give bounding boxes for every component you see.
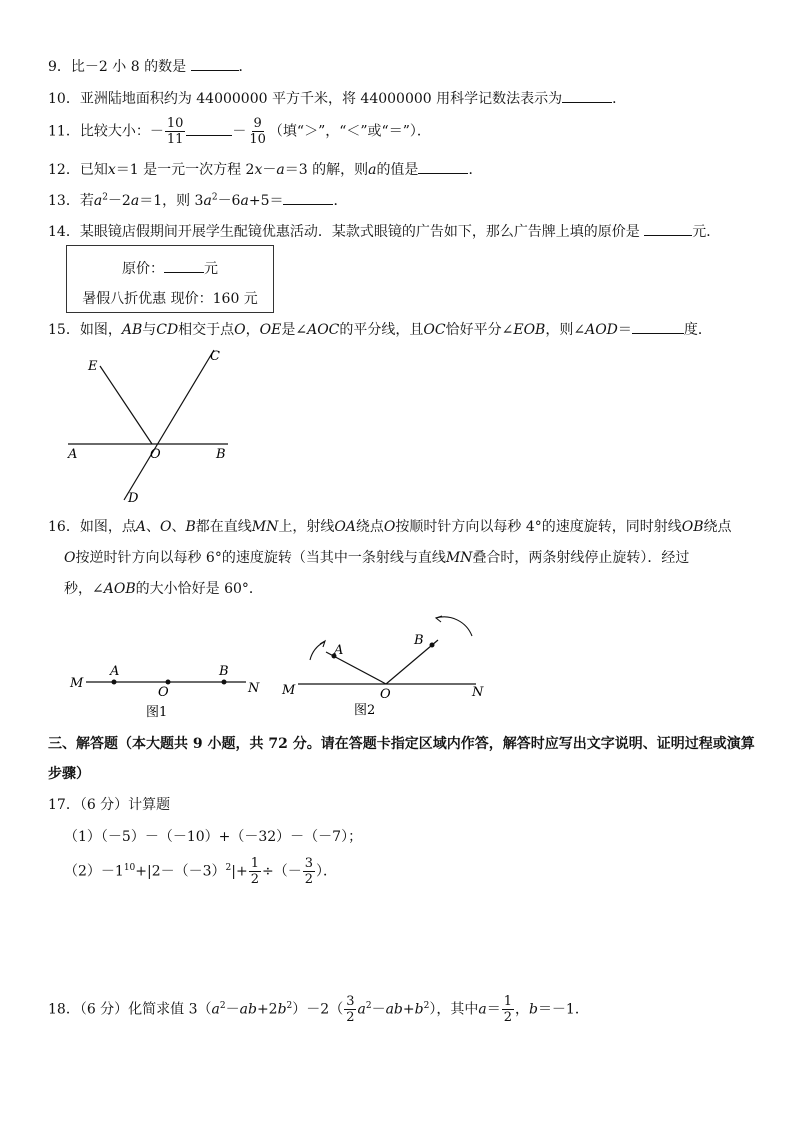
exponent: 2 xyxy=(225,862,232,873)
variable: ab xyxy=(385,1001,403,1018)
exponent: 2 xyxy=(365,1000,372,1011)
variable: b xyxy=(414,1001,424,1018)
variable: a xyxy=(93,193,103,209)
arrowhead-a xyxy=(320,641,325,647)
rotation-arc-a xyxy=(310,642,324,660)
question-10 xyxy=(48,88,626,108)
text: 13．若 xyxy=(48,193,94,209)
text: ＝ xyxy=(486,1001,501,1018)
text: ＝－1． xyxy=(537,1001,589,1018)
text: 相交于点 xyxy=(178,322,235,338)
text: 按顺时针方向以每秒 4°的速度旋转，同时射线 xyxy=(395,519,682,535)
text: 与 xyxy=(142,322,157,338)
text: 元． xyxy=(692,224,721,240)
text: 、 xyxy=(145,519,160,535)
text: 是∠ xyxy=(281,322,308,338)
fraction-numerator: 1 xyxy=(250,856,260,871)
label-o: O xyxy=(158,685,169,700)
text: 按逆时针方向以每秒 6°的速度旋转（当其中一条射线与直线 xyxy=(75,550,446,566)
variable: CD xyxy=(156,322,179,338)
text: 恰好平分∠ xyxy=(445,322,514,338)
label-b: B xyxy=(414,633,424,648)
label-b: B xyxy=(216,447,226,462)
text: +|2－（－3） xyxy=(135,863,226,880)
text: ， xyxy=(245,322,260,338)
ad-current-price: 暑假八折优惠 现价：160 元 xyxy=(82,291,258,307)
fraction xyxy=(165,116,186,147)
fraction-numerator: 3 xyxy=(346,994,355,1009)
question-10-tail: ． xyxy=(612,91,627,107)
label-b: B xyxy=(219,664,229,679)
line-cd xyxy=(124,350,214,500)
variable: AOD xyxy=(585,322,618,338)
text: 的大小恰好是 60°． xyxy=(135,581,263,597)
ad-original-price xyxy=(67,258,273,278)
text: ． xyxy=(468,162,483,178)
variable: MN xyxy=(445,550,473,566)
text: 都在直线 xyxy=(195,519,252,535)
variable: OA xyxy=(334,519,356,535)
question-13 xyxy=(48,190,347,210)
text: （2）－1 xyxy=(64,863,124,880)
variable: OE xyxy=(259,322,282,338)
variable: EOB xyxy=(513,322,546,338)
text: +2 xyxy=(256,1001,278,1018)
text: ，则∠ xyxy=(545,322,586,338)
question-11 xyxy=(48,116,431,147)
fraction xyxy=(249,856,261,887)
variable: A xyxy=(135,519,146,535)
figure-caption: 图1 xyxy=(146,705,168,720)
text: 16．如图，点 xyxy=(48,519,136,535)
text: ＝1 是一元一次方程 2 xyxy=(115,162,255,178)
fraction xyxy=(303,856,315,887)
question-16-line-3 xyxy=(64,580,263,598)
fraction-numerator: 3 xyxy=(304,856,314,871)
exponent: 2 xyxy=(423,1000,430,1011)
text: ＝3 的解，则 xyxy=(284,162,369,178)
variable: ab xyxy=(239,1001,257,1018)
figure-caption: 图2 xyxy=(354,703,376,718)
text: 度． xyxy=(683,322,712,338)
variable: x xyxy=(254,162,263,178)
minus-sign: － xyxy=(149,123,164,140)
variable: O xyxy=(64,550,76,566)
label-o: O xyxy=(150,447,161,462)
answer-blank xyxy=(644,221,692,236)
fraction xyxy=(502,994,514,1025)
question-11-lead: 11．比较大小： xyxy=(48,123,150,140)
answer-blank xyxy=(562,88,612,103)
fraction-numerator: 10 xyxy=(166,116,184,131)
variable: a xyxy=(276,162,285,178)
question-10-text: 10．亚洲陆地面积约为 44000000 平方千米，将 44000000 用科学记数法表示为 xyxy=(48,91,563,107)
figure-16-1 xyxy=(64,660,264,720)
point-a xyxy=(112,680,117,685)
question-15 xyxy=(48,319,712,339)
question-18 xyxy=(48,994,589,1025)
variable: b xyxy=(277,1001,287,1018)
variable: AOC xyxy=(307,322,340,338)
variable: B xyxy=(185,519,196,535)
section-3-heading: 三、解答题（本大题共 9 小题，共 72 分。请在答题卡指定区域内作答，解答时应写出文字说明、证明过程或演算 xyxy=(48,736,755,752)
answer-blank xyxy=(191,56,239,71)
text: 的值是 xyxy=(376,162,419,178)
answer-blank xyxy=(283,190,333,205)
question-11-note: （填“＞”，“＜”或“＝”）． xyxy=(268,123,431,140)
variable: a xyxy=(130,193,140,209)
answer-blank xyxy=(186,121,232,136)
text: － xyxy=(371,1001,386,1018)
answer-blank xyxy=(418,159,468,174)
fraction-denominator: 2 xyxy=(503,1010,512,1025)
label-d: D xyxy=(128,491,139,506)
question-17-part-1: （1）（－5）－（－10）+（－32）－（－7）； xyxy=(64,829,363,845)
fraction-denominator: 2 xyxy=(250,872,260,887)
text: 、 xyxy=(171,519,186,535)
text: ），其中 xyxy=(429,1001,479,1018)
fraction-numerator: 1 xyxy=(503,994,512,1009)
text: ． xyxy=(333,193,348,209)
text: － xyxy=(225,1001,240,1018)
exponent: 2 xyxy=(286,1000,293,1011)
variable: a xyxy=(357,1001,366,1018)
question-9 xyxy=(48,56,253,76)
text: 原价： xyxy=(122,261,164,277)
fraction-numerator: 9 xyxy=(253,116,262,131)
exponent: 10 xyxy=(123,862,136,873)
question-17-part-2 xyxy=(64,856,337,887)
text: ， xyxy=(514,1001,529,1018)
variable: O xyxy=(234,322,246,338)
text: 18．（6 分）化简求值 3（ xyxy=(48,1001,212,1018)
label-m: M xyxy=(70,676,84,691)
text: ÷（－ xyxy=(262,863,302,880)
point-b xyxy=(222,680,227,685)
section-3-heading-cont: 步骤） xyxy=(48,766,90,782)
variable: O xyxy=(383,519,396,535)
variable: b xyxy=(528,1001,538,1018)
text: －2 xyxy=(107,193,131,209)
variable: AB xyxy=(121,322,143,338)
text: 元 xyxy=(204,261,218,277)
variable: OB xyxy=(681,519,704,535)
text: +5＝ xyxy=(248,193,284,209)
label-o: O xyxy=(380,687,391,702)
fraction-denominator: 2 xyxy=(346,1010,355,1025)
text: + xyxy=(402,1001,415,1018)
label-e: E xyxy=(88,359,98,374)
label-a: A xyxy=(110,664,120,679)
fraction xyxy=(247,116,268,147)
text: 秒，∠ xyxy=(64,581,104,597)
variable: x xyxy=(107,162,116,178)
exponent: 2 xyxy=(219,1000,226,1011)
label-c: C xyxy=(210,349,220,364)
question-12 xyxy=(48,159,482,179)
text: ＝1，则 3 xyxy=(139,193,204,209)
text: 绕点 xyxy=(703,519,732,535)
text: 绕点 xyxy=(355,519,384,535)
answer-blank xyxy=(164,258,204,273)
variable: a xyxy=(203,193,212,209)
label-n: N xyxy=(472,685,484,700)
text: 叠合时，两条射线停止旋转）．经过 xyxy=(472,550,690,566)
exponent: 2 xyxy=(102,192,108,203)
point-o xyxy=(166,680,171,685)
text: ）． xyxy=(316,863,338,880)
fraction-denominator: 11 xyxy=(166,132,184,147)
text: － xyxy=(262,162,277,178)
fraction-denominator: 10 xyxy=(249,132,266,147)
text: 上，射线 xyxy=(278,519,335,535)
figure-16-2 xyxy=(276,614,506,720)
ray-oe xyxy=(100,366,152,444)
fraction xyxy=(344,994,356,1025)
variable: AOB xyxy=(103,581,136,597)
variable: OC xyxy=(423,322,446,338)
minus-sign: － xyxy=(232,123,247,140)
label-n: N xyxy=(248,681,260,696)
text: 12．已知 xyxy=(48,162,108,178)
question-9-text: 9．比－2 小 8 的数是 xyxy=(48,59,187,75)
variable: a xyxy=(240,193,249,209)
question-16-line-1 xyxy=(48,518,732,536)
question-14-text: 14．某眼镜店假期间开展学生配镜优惠活动．某款式眼镜的广告如下，那么广告牌上填的原价是 xyxy=(48,224,640,240)
question-9-tail: ． xyxy=(238,59,253,75)
rotation-arc-b xyxy=(436,617,472,636)
question-14 xyxy=(48,221,720,241)
text: －6 xyxy=(217,193,241,209)
answer-blank xyxy=(632,319,684,334)
point-b xyxy=(430,643,435,648)
figure-15 xyxy=(60,340,240,510)
text: 15．如图， xyxy=(48,322,122,338)
variable: a xyxy=(478,1001,487,1018)
text: ＝ xyxy=(617,322,632,338)
fraction-denominator: 2 xyxy=(304,872,314,887)
text: ）－2（ xyxy=(292,1001,344,1018)
text: |+ xyxy=(231,863,248,880)
advertisement-box xyxy=(66,245,274,313)
variable: MN xyxy=(251,519,279,535)
variable: O xyxy=(159,519,172,535)
question-17-title: 17．（6 分）计算题 xyxy=(48,797,171,813)
label-a: A xyxy=(334,643,344,658)
text: 的平分线，且 xyxy=(339,322,424,338)
exponent: 2 xyxy=(211,192,218,203)
label-m: M xyxy=(282,683,296,698)
variable: a xyxy=(211,1001,220,1018)
label-a: A xyxy=(68,447,78,462)
question-16-line-2 xyxy=(64,549,689,567)
variable: a xyxy=(368,162,377,178)
